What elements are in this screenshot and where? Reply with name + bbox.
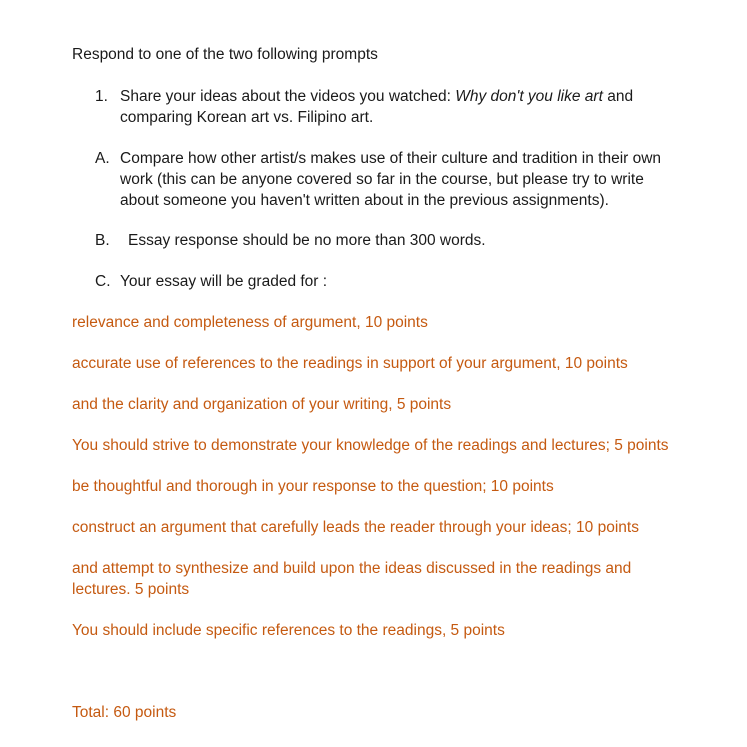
list-marker: B. (95, 232, 110, 249)
grading-criterion: accurate use of references to the readings in support of your argument, 10 points (72, 355, 628, 372)
grading-criterion: relevance and completeness of argument, 10 points (72, 314, 428, 331)
grading-criterion: be thoughtful and thorough in your response to the question; 10 points (72, 478, 554, 495)
list-text-line: Compare how other artist/s makes use of their culture and tradition in their own (120, 150, 662, 167)
list-item-text (95, 148, 715, 211)
list-item-1 (95, 86, 715, 128)
list-item-text (95, 86, 715, 128)
list-marker: A. (95, 150, 110, 167)
intro-heading: Respond to one of the two following prompts (72, 46, 378, 63)
grading-criterion: construct an argument that carefully leads the reader through your ideas; 10 points (72, 519, 639, 536)
list-text-part: Share your ideas about the videos you watched: (120, 88, 456, 105)
grading-criterion: You should strive to demonstrate your knowledge of the readings and lectures; 5 points (72, 437, 669, 454)
list-text-line: Your essay will be graded for : (120, 273, 328, 290)
video-title: Why don't you like art (455, 88, 603, 105)
list-item-text (95, 271, 715, 292)
list-item-b (95, 230, 715, 251)
grading-criterion: You should include specific references to the readings, 5 points (72, 622, 505, 639)
total-points: Total: 60 points (72, 704, 177, 721)
list-text-line: about someone you haven't written about in the previous assignments). (120, 192, 609, 209)
grading-criterion: and the clarity and organization of your writing, 5 points (72, 396, 452, 413)
list-item-text (95, 230, 715, 251)
list-text-continuation: comparing Korean art vs. Filipino art. (120, 109, 374, 126)
list-text-line: work (this can be anyone covered so far in the course, but please try to write (120, 171, 644, 188)
list-item-a (95, 148, 715, 211)
list-text-part: and (602, 88, 634, 105)
grading-criterion-continuation: lectures. 5 points (72, 581, 190, 598)
list-item-c (95, 271, 715, 292)
list-text-line: Essay response should be no more than 300 words. (128, 232, 486, 249)
grading-criterion: and attempt to synthesize and build upon the ideas discussed in the readings and (72, 560, 632, 577)
list-marker: 1. (95, 88, 108, 105)
list-marker: C. (95, 273, 111, 290)
